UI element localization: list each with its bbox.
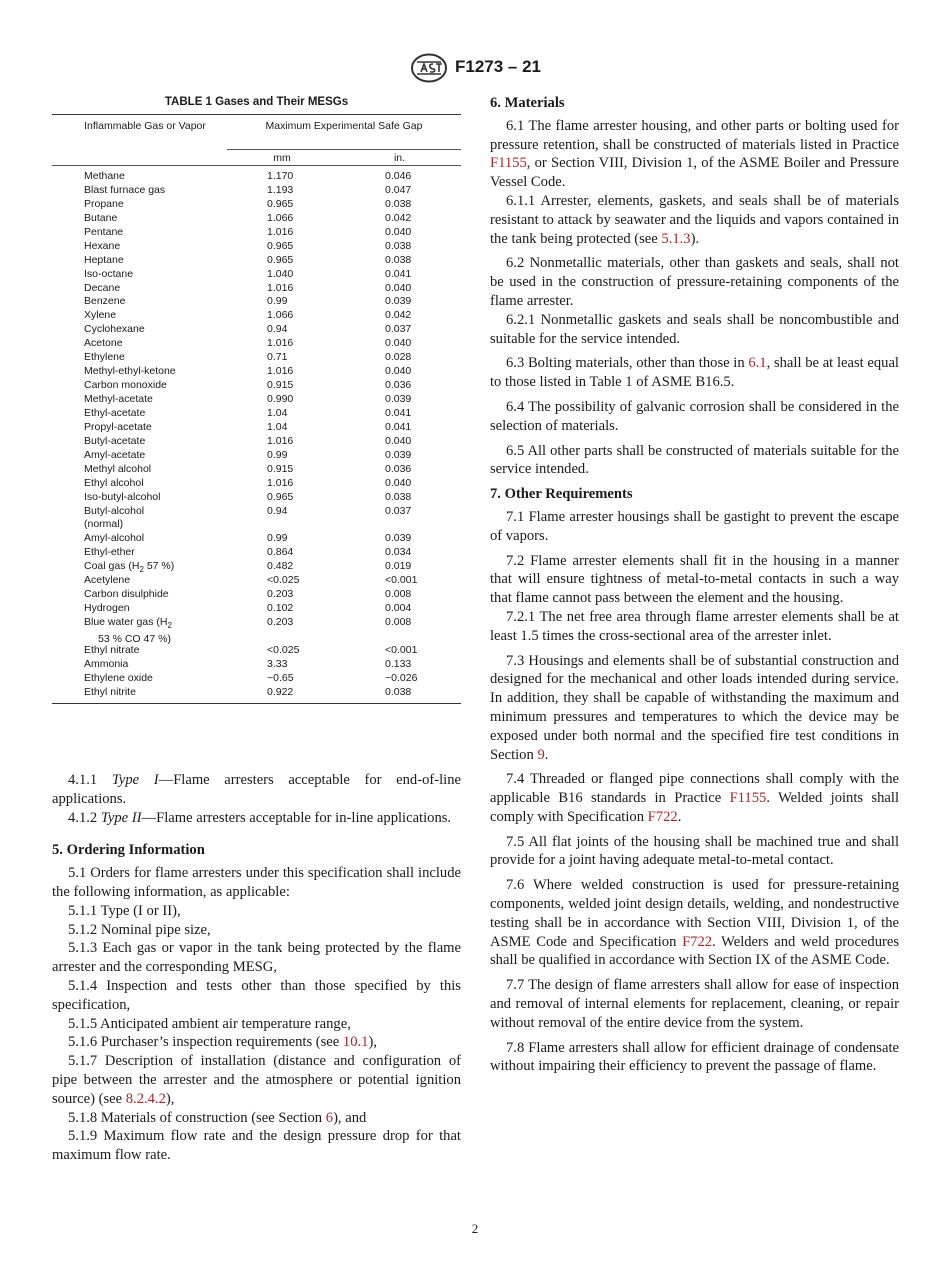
table-row [52,644,461,658]
table-row [52,491,461,505]
column-header-gas: Inflammable Gas or Vapor [84,120,206,132]
table-row [52,546,461,560]
cell-mm: 0.71 [267,351,288,364]
link-5-1-3[interactable]: 5.1.3 [661,230,691,247]
page-header [0,53,950,87]
cell-in: 0.038 [385,253,412,266]
link-6-1[interactable]: 6.1 [748,355,767,372]
paragraph-5-1-1: 5.1.1 Type (I or II), [68,902,181,919]
table-row [52,560,461,574]
table-bottom-rule [52,703,461,704]
cell-mm: 1.016 [267,434,294,447]
cell-mm: 0.203 [267,588,294,601]
column-header-in: in. [393,152,406,164]
cell-gas: Methyl-ethyl-ketone [84,365,176,378]
paragraph-7-2: 7.2 Flame arrester elements shall fit in the housing in a manner that will ensure tightness of metal-to-metal contacts in such a way that flame cannot pass between the element and the housing. [490,552,899,607]
cell-mm: 1.016 [267,365,294,378]
cell-mm: 1.016 [267,281,294,294]
paragraph-5-1-2: 5.1.2 Nominal pipe size, [68,921,211,938]
table-row [52,212,461,226]
cell-mm: ~0.65 [267,671,294,684]
link-section-6[interactable]: 6 [325,1109,334,1126]
cell-gas: Carbon disulphide [84,588,169,601]
cell-mm: 0.94 [267,323,288,336]
table-row [52,393,461,407]
paragraph-5-1-6: 5.1.6 Purchaser’s inspection requirements (see 10.1), [68,1034,377,1051]
table-row [52,282,461,296]
paragraph-6-2-1: 6.2.1 Nonmetallic gaskets and seals shall be noncombustible and suitable for the service intended. [490,311,899,347]
table-row [52,170,461,184]
link-8-2-4-2[interactable]: 8.2.4.2 [125,1090,166,1107]
paragraph-7-6: 7.6 Where welded construction is used for pressure-retaining components, welded joint design details, welding, and nondestructive testing shall be in accordance with Section VIII, Division 1, of the ASME Code and Specification F722. Welders and weld procedures shall be qualified in accordance with Section IX of the ASME Code. [490,877,900,969]
cell-gas: Iso-butyl-alcohol [84,490,161,503]
table-row [52,407,461,421]
cell-gas: Ethyl nitrate [84,643,140,656]
table-row [52,379,461,393]
cell-mm: 1.016 [267,225,294,238]
cell-gas: Butyl-alcohol (normal) [84,504,145,531]
paragraph-7-1: 7.1 Flame arrester housings shall be gastight to prevent the escape of vapors. [490,508,899,544]
paragraph-7-7: 7.7 The design of flame arresters shall allow for ease of inspection and removal of internal elements for replacement, cleaning, or repair without removal of the entire device from the system. [490,977,899,1031]
table-header [52,115,461,165]
cell-in: 0.037 [385,504,412,517]
cell-in: 0.036 [385,379,412,392]
cell-gas: Propyl-acetate [84,420,152,433]
paragraph-7-2-1: 7.2.1 The net free area through flame arrester elements shall be at least 1.5 times the cross-sectional area of the arrester inlet. [490,608,899,644]
paragraph-5-1-3: 5.1.3 Each gas or vapor in the tank being protected by the flame arrester and the corresponding MESG, [52,940,461,976]
table-row [52,449,461,463]
cell-mm: 0.864 [267,546,294,559]
cell-gas: Hydrogen [84,602,130,615]
table-row [52,254,461,268]
paragraph-5-1-8: 5.1.8 Materials of construction (see Section 6), and [68,1109,367,1126]
paragraph-5-1: 5.1 Orders for flame arresters under this specification shall include the following information, as applicable: [52,865,461,900]
cell-gas: Amyl-alcohol [84,532,145,545]
cell-in: 0.037 [385,323,412,336]
table-row [52,602,461,616]
cell-in: 0.042 [385,309,412,322]
section-6-heading: 6. Materials [490,95,565,111]
cell-in: 0.040 [385,434,412,447]
cell-in: 0.008 [385,588,412,601]
cell-mm: 0.203 [267,616,294,629]
cell-gas: Methane [84,170,125,182]
cell-gas: Cyclohexane [84,323,145,336]
cell-mm: 1.016 [267,476,294,489]
table-row [52,616,461,644]
cell-gas: Hexane [84,239,121,252]
table-row [52,574,461,588]
cell-in: 0.028 [385,351,412,364]
section-7-heading: 7. Other Requirements [490,486,633,503]
table-row [52,658,461,672]
table-body [52,166,461,700]
cell-in: ~0.026 [385,671,418,684]
paragraph-5-1-4: 5.1.4 Inspection and tests other than those specified by this specification, [52,977,461,1013]
table-row [52,686,461,700]
table-row [52,309,461,323]
cell-mm: 3.33 [267,657,288,670]
left-column [52,771,461,1165]
cell-in: 0.041 [385,420,412,433]
cell-mm: 0.99 [267,448,288,461]
cell-mm: 0.965 [267,197,294,210]
paragraph-5-1-9: 5.1.9 Maximum flow rate and the design pressure drop for that maximum flow rate. [52,1128,461,1164]
cell-mm: 0.965 [267,239,294,252]
table-row [52,463,461,477]
table-row [52,268,461,282]
cell-gas: Decane [84,281,121,294]
cell-in: 0.041 [385,406,412,419]
cell-in: 0.040 [385,476,412,489]
cell-mm: 1.04 [267,420,288,433]
table-row [52,323,461,337]
cell-in: 0.034 [385,546,412,559]
table-row [52,435,461,449]
section-5-heading: 5. Ordering Information [52,842,205,859]
cell-in: 0.039 [385,532,412,545]
page-number: 2 [471,1221,479,1236]
cell-gas: Heptane [84,253,124,266]
paragraph-7-4: 7.4 Threaded or flanged pipe connections shall comply with the applicable B16 standards in Practice F1155. Welded joints shall comply with Specification F722. [490,771,899,825]
paragraph-7-5: 7.5 All flat joints of the housing shall be machined true and shall provide for a joint having adequate metal-to-metal contact. [490,833,899,869]
cell-gas: Ethylene [84,351,125,364]
cell-gas: Propane [84,197,124,210]
table-row [52,351,461,365]
cell-mm: 0.915 [267,379,294,392]
link-section-9[interactable]: 9 [537,746,545,763]
cell-in: 0.039 [385,393,412,405]
cell-in: 0.038 [385,685,412,698]
cell-gas: Ethyl-ether [84,546,135,559]
cell-in: 0.038 [385,239,412,252]
cell-mm: 1.170 [267,170,294,182]
cell-mm: 0.99 [267,532,288,545]
cell-gas: Acetone [84,337,123,350]
cell-gas: Methyl alcohol [84,462,152,475]
paragraph-5-1-5: 5.1.5 Anticipated ambient air temperature range, [68,1015,351,1032]
link-f1155[interactable]: F1155 [490,155,527,172]
cell-mm: 0.965 [267,253,294,266]
cell-in: 0.042 [385,211,412,224]
table-row [52,226,461,240]
cell-mm: 1.193 [267,183,294,196]
mesg-table [52,94,461,704]
link-f722-2[interactable]: F722 [682,933,713,950]
column-header-mesg: Maximum Experimental Safe Gap [265,120,423,132]
cell-gas: Butane [84,211,118,224]
paragraph-6-1: 6.1 The flame arrester housing, and other parts or bolting used for pressure retention, shall be constructed of materials listed in Practice F1155, or Section VIII, Division 1, of the ASME Boiler and Pressure Vessel Code. [490,117,899,191]
paragraph-6-2: 6.2 Nonmetallic materials, other than gaskets and seals, shall not be used in the construction of pressure-retaining components of the flame arrester. [490,255,899,309]
table-row [52,588,461,602]
cell-gas: Blast furnace gas [84,183,166,196]
cell-in: 0.040 [385,225,412,238]
cell-mm: 0.990 [267,393,294,405]
link-f722[interactable]: F722 [647,808,678,825]
table-row [52,477,461,491]
cell-mm: 1.04 [267,406,288,419]
table-row [52,184,461,198]
cell-in: 0.019 [385,560,412,573]
paragraph-6-3: 6.3 Bolting materials, other than those in 6.1, shall be at least equal to those listed in Table 1 of ASME B16.5. [490,355,899,391]
cell-in: <0.001 [385,643,418,656]
paragraph-7-8: 7.8 Flame arresters shall allow for efficient drainage of condensate without impairing their efficiency to prevent the passage of flame. [490,1039,899,1075]
document-designation: F1273 – 21 [455,57,542,76]
cell-mm: 0.922 [267,685,294,698]
cell-gas: Ammonia [84,657,129,670]
table-row [52,532,461,546]
cell-mm: 0.915 [267,462,294,475]
cell-gas: Benzene [84,295,126,308]
cell-gas: Pentane [84,225,124,238]
cell-gas: Ethyl-acetate [84,406,146,419]
paragraph-4-1-1: 4.1.1 Type I—Flame arresters acceptable for end-of-line applications. [52,772,461,807]
cell-in: 0.133 [385,657,412,670]
cell-mm: <0.025 [267,643,300,656]
cell-mm: 0.482 [267,560,294,573]
cell-mm: 1.040 [267,267,294,280]
table-row [52,240,461,254]
paragraph-4-1-2: 4.1.2 Type II—Flame arresters acceptable for in-line applications. [68,809,452,826]
cell-gas: Ethylene oxide [84,671,153,684]
paragraph-6-5: 6.5 All other parts shall be constructed of materials suitable for the service intended. [490,442,899,478]
table-title: TABLE 1 Gases and Their MESGs [164,96,349,108]
cell-mm: 1.016 [267,337,294,350]
table-row [52,505,461,533]
link-f1155-2[interactable]: F1155 [729,790,767,807]
table-row [52,421,461,435]
paragraph-6-1-1: 6.1.1 Arrester, elements, gaskets, and seals shall be of materials resistant to attack by seawater and the liquids and vapors contained in the tank being protected (see 5.1.3). [490,192,899,247]
right-column [490,94,899,1076]
cell-mm: 1.066 [267,211,294,224]
cell-in: 0.040 [385,365,412,378]
cell-in: 0.041 [385,267,412,280]
cell-mm: 0.965 [267,490,294,503]
cell-mm: <0.025 [267,574,300,587]
paragraph-5-1-7: 5.1.7 Description of installation (distance and configuration of pipe between the arrester and the atmosphere or potential ignition source) (see 8.2.4.2), [52,1053,461,1107]
cell-mm: 0.102 [267,602,294,615]
paragraph-7-3: 7.3 Housings and elements shall be of substantial construction and designed for the mechanical and other loads intended during service. In addition, they shall be capable of withstanding the maximum and minimum pressures and temperatures to which the device may be exposed under both normal and the specified fire test conditions in Section 9. [490,652,899,763]
table-row [52,672,461,686]
cell-in: 0.004 [385,602,412,615]
cell-in: 0.039 [385,295,412,308]
cell-gas: Ethyl nitrite [84,685,136,698]
cell-gas: Iso-octane [84,267,134,280]
table-row [52,337,461,351]
cell-in: 0.038 [385,490,412,503]
cell-gas: Xylene [84,309,117,322]
cell-gas: Coal gas ($H_2$ 57 %) [84,560,175,575]
cell-in: 0.047 [385,183,412,196]
cell-in: 0.038 [385,197,412,210]
astm-logo-icon [410,53,448,83]
cell-mm: 0.94 [267,504,288,517]
cell-mm: 0.99 [267,295,288,308]
table-row [52,365,461,379]
link-10-1[interactable]: 10.1 [342,1034,369,1051]
cell-in: 0.040 [385,281,412,294]
cell-in: 0.039 [385,448,412,461]
cell-gas: Acetylene [84,574,131,587]
cell-mm: 1.066 [267,309,294,322]
cell-in: <0.001 [385,574,418,587]
header-sub-rule [227,149,461,150]
cell-in: 0.040 [385,337,412,350]
cell-in: 0.046 [385,170,412,182]
paragraph-6-4: 6.4 The possibility of galvanic corrosion shall be considered in the selection of materials. [490,398,899,434]
table-row [52,295,461,309]
table-row [52,198,461,212]
cell-in: 0.036 [385,462,412,475]
cell-gas: Amyl-acetate [84,448,146,461]
cell-gas: Carbon monoxide [84,379,167,392]
cell-gas: Ethyl alcohol [84,476,144,489]
cell-gas: Butyl-acetate [84,434,146,447]
cell-in: 0.008 [385,616,412,629]
cell-gas: Blue water gas ($H_2$ 53 % CO 47 %) [84,616,172,646]
column-header-mm: mm [273,152,291,164]
cell-gas: Methyl-acetate [84,393,153,405]
